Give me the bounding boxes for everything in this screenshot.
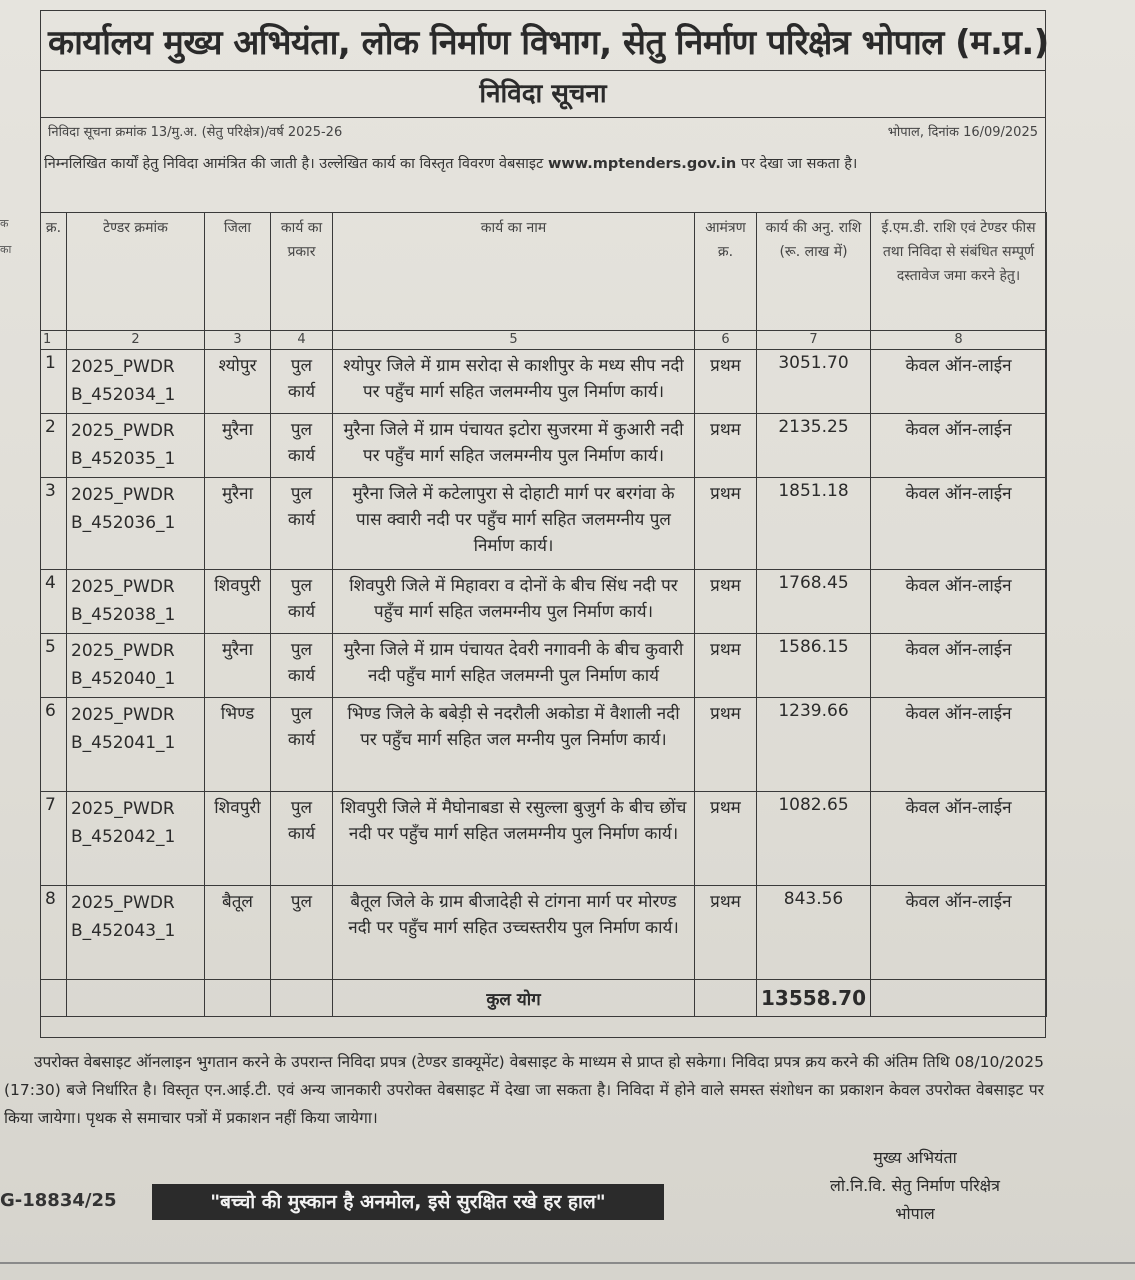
cell-serial: 4 [41, 570, 67, 634]
empty-cell [41, 980, 67, 1017]
cell-mode: केवल ऑन-लाईन [871, 350, 1047, 414]
cell-mode: केवल ऑन-लाईन [871, 478, 1047, 570]
cell-mode: केवल ऑन-लाईन [871, 570, 1047, 634]
header-cell: क्र. [41, 213, 67, 331]
header-cell: जिला [205, 213, 271, 331]
cell-tender-number: 2025_PWDR B_452043_1 [67, 886, 205, 980]
empty-cell [271, 980, 333, 1017]
table-row [41, 698, 1047, 792]
cell-district: बैतूल [205, 886, 271, 980]
cell-work-type: पुल कार्य [271, 478, 333, 570]
cell-call: प्रथम [695, 698, 757, 792]
advertisement-reference: G-18834/25 [0, 1190, 117, 1211]
footer-text: उपरोक्त वेबसाइट ऑनलाइन भुगतान करने के उपरान्त निविदा प्रपत्र (टेण्डर डाक्यूमेंट) वेबसाइट के माध्यम से प्राप्त हो सकेगा। निविदा प्रपत्र क्रय करने की अंतिम तिथि 08/10/2025 (17:30) बजे निर्धारित है। विस्तृत एन.आई.टी. एवं अन्य जानकारी उपरोक्त वेबसाइट में देखा जा सकता है। निविदा में होने वाले समस्त संशोधन का प्रकाशन केवल उपरोक्त वेबसाइट पर किया जायेगा। पृथक से समाचार पत्रों में प्रकाशन नहीं किया जायेगा। [4, 1053, 1044, 1127]
cell-work-type: पुल कार्य [271, 570, 333, 634]
cell-mode: केवल ऑन-लाईन [871, 634, 1047, 698]
header-cell: आमंत्रण क्र. [695, 213, 757, 331]
empty-cell [205, 980, 271, 1017]
cell-work-name: श्योपुर जिले में ग्राम सरोदा से काशीपुर के मध्य सीप नदी पर पहुँच मार्ग सहित जलमग्नीय पुल निर्माण कार्य। [333, 350, 695, 414]
cell-district: श्योपुर [205, 350, 271, 414]
cell-work-type: पुल [271, 886, 333, 980]
table-row [41, 414, 1047, 478]
cell-amount: 2135.25 [757, 414, 871, 478]
cell-mode: केवल ऑन-लाईन [871, 886, 1047, 980]
cell-work-name: भिण्ड जिले के बबेड़ी से नदरौली अकोडा में वैशाली नदी पर पहुँच मार्ग सहित जल मग्नीय पुल निर्माण कार्य। [333, 698, 695, 792]
table-header-row [41, 213, 1047, 331]
edge-text: क [0, 217, 9, 230]
cell-call: प्रथम [695, 478, 757, 570]
cell-work-type: पुल कार्य [271, 350, 333, 414]
signature-block [790, 1144, 1040, 1228]
cell-amount: 3051.70 [757, 350, 871, 414]
cell-work-name: बैतूल जिले के ग्राम बीजादेही से टांगना मार्ग पर मोरण्ड नदी पर पहुँच मार्ग सहित उच्चस्तरीय पुल निर्माण कार्य। [333, 886, 695, 980]
edge-text: का [0, 243, 12, 256]
cell-tender-number: 2025_PWDR B_452042_1 [67, 792, 205, 886]
cell-tender-number: 2025_PWDR B_452040_1 [67, 634, 205, 698]
divider [0, 1262, 1135, 1264]
column-number: 3 [205, 331, 271, 350]
notice-subtitle: निविदा सूचना [40, 70, 1046, 118]
table-row [41, 634, 1047, 698]
cell-work-name: शिवपुरी जिले में मिहावरा व दोनों के बीच सिंध नदी पर पहुँच मार्ग सहित जलमग्नीय पुल निर्माण कार्य। [333, 570, 695, 634]
cell-tender-number: 2025_PWDR B_452035_1 [67, 414, 205, 478]
cell-tender-number: 2025_PWDR B_452036_1 [67, 478, 205, 570]
cell-amount: 1586.15 [757, 634, 871, 698]
total-row [41, 980, 1047, 1017]
cell-work-name: मुरैना जिले में ग्राम पंचायत देवरी नगावनी के बीच कुवारी नदी पहुँच मार्ग सहित जलमग्नी पुल निर्माण कार्य [333, 634, 695, 698]
cell-call: प्रथम [695, 634, 757, 698]
cell-serial: 1 [41, 350, 67, 414]
header-cell: कार्य का प्रकार [271, 213, 333, 331]
cell-district: मुरैना [205, 414, 271, 478]
cell-serial: 7 [41, 792, 67, 886]
column-number: 1 [41, 331, 67, 350]
cell-district: भिण्ड [205, 698, 271, 792]
intro-text: निम्नलिखित कार्यों हेतु निविदा आमंत्रित की जाती है। उल्लेखित कार्य का विस्तृत विवरण वेबसाइट [44, 156, 544, 172]
cell-district: शिवपुरी [205, 570, 271, 634]
column-number: 6 [695, 331, 757, 350]
column-number: 2 [67, 331, 205, 350]
header-cell: कार्य की अनु. राशि (रू. लाख में) [757, 213, 871, 331]
total-value: 13558.70 [757, 980, 871, 1017]
empty-cell [67, 980, 205, 1017]
cell-work-name: मुरैना जिले में कटेलापुरा से दोहाटी मार्ग पर बरगंवा के पास क्वारी नदी पर पहुँच मार्ग सहित जलमग्नीय पुल निर्माण कार्य। [333, 478, 695, 570]
cell-work-type: पुल कार्य [271, 698, 333, 792]
column-number: 4 [271, 331, 333, 350]
column-number: 8 [871, 331, 1047, 350]
signatory-city: भोपाल [895, 1204, 935, 1223]
cell-district: शिवपुरी [205, 792, 271, 886]
cell-work-name: शिवपुरी जिले में मैघोनाबडा से रसुल्ला बुजुर्ग के बीच छोंच नदी पर पहुँच मार्ग सहित जलमग्नीय पुल निर्माण कार्य। [333, 792, 695, 886]
table-row [41, 350, 1047, 414]
website-link[interactable]: www.mptenders.gov.in [547, 156, 737, 172]
column-number: 5 [333, 331, 695, 350]
table-row [41, 570, 1047, 634]
notice-date: भोपाल, दिनांक 16/09/2025 [887, 125, 1038, 140]
cell-serial: 6 [41, 698, 67, 792]
cell-call: प्रथम [695, 886, 757, 980]
total-label: कुल योग [333, 980, 695, 1017]
signatory-office: लो.नि.वि. सेतु निर्माण परिक्षेत्र [830, 1176, 1000, 1195]
header-cell: ई.एम.डी. राशि एवं टेण्डर फीस तथा निविदा से संबंधित सम्पूर्ण दस्तावेज जमा करने हेतु। [871, 213, 1047, 331]
empty-cell [695, 980, 757, 1017]
cell-serial: 2 [41, 414, 67, 478]
reference-row [48, 122, 1038, 140]
cell-amount: 1082.65 [757, 792, 871, 886]
cell-amount: 1239.66 [757, 698, 871, 792]
table-row [41, 478, 1047, 570]
empty-cell [871, 980, 1047, 1017]
cell-call: प्रथम [695, 570, 757, 634]
cell-tender-number: 2025_PWDR B_452034_1 [67, 350, 205, 414]
intro-text-end: पर देखा जा सकता है। [740, 156, 858, 172]
cell-district: मुरैना [205, 634, 271, 698]
notice-title: कार्यालय मुख्य अभियंता, लोक निर्माण विभाग, सेतु निर्माण परिक्षेत्र भोपाल (म.प्र.) [48, 23, 1049, 63]
cell-serial: 8 [41, 886, 67, 980]
cell-amount: 1768.45 [757, 570, 871, 634]
signatory-title: मुख्य अभियंता [873, 1148, 957, 1167]
cell-tender-number: 2025_PWDR B_452038_1 [67, 570, 205, 634]
cell-amount: 1851.18 [757, 478, 871, 570]
table-row [41, 886, 1047, 980]
slogan-banner: "बच्चो की मुस्कान है अनमोल, इसे सुरक्षित रखे हर हाल" [152, 1184, 664, 1220]
cell-tender-number: 2025_PWDR B_452041_1 [67, 698, 205, 792]
tender-reference: निविदा सूचना क्रमांक 13/मु.अ. (सेतु परिक्षेत्र)/वर्ष 2025-26 [48, 125, 343, 140]
cell-serial: 3 [41, 478, 67, 570]
column-number: 7 [757, 331, 871, 350]
cell-call: प्रथम [695, 414, 757, 478]
notice-footer [4, 1048, 1044, 1132]
header-cell: कार्य का नाम [333, 213, 695, 331]
cell-work-type: पुल कार्य [271, 414, 333, 478]
cell-work-type: पुल कार्य [271, 792, 333, 886]
cell-serial: 5 [41, 634, 67, 698]
cell-work-type: पुल कार्य [271, 634, 333, 698]
tender-table [40, 212, 1047, 1017]
cell-amount: 843.56 [757, 886, 871, 980]
table-row [41, 792, 1047, 886]
column-number-row [41, 331, 1047, 350]
notice-intro [44, 152, 1042, 176]
header-cell: टेण्डर क्रमांक [67, 213, 205, 331]
cell-call: प्रथम [695, 350, 757, 414]
cell-mode: केवल ऑन-लाईन [871, 792, 1047, 886]
cell-district: मुरैना [205, 478, 271, 570]
cell-call: प्रथम [695, 792, 757, 886]
cell-mode: केवल ऑन-लाईन [871, 414, 1047, 478]
cell-mode: केवल ऑन-लाईन [871, 698, 1047, 792]
cell-work-name: मुरैना जिले में ग्राम पंचायत इटोरा सुजरमा में कुआरी नदी पर पहुँच मार्ग सहित जलमग्नीय पुल निर्माण कार्य। [333, 414, 695, 478]
